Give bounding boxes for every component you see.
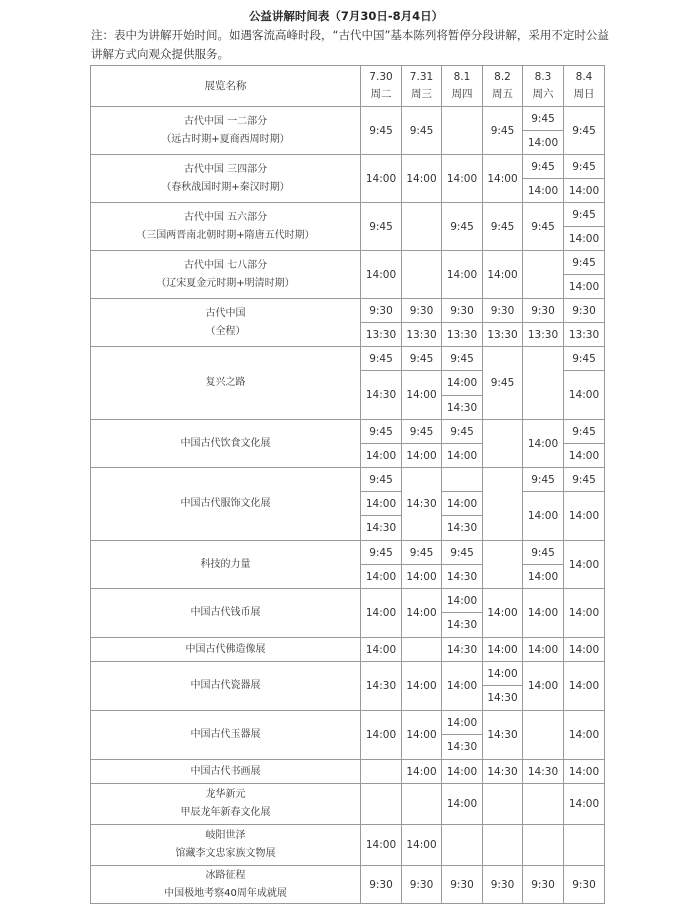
- table-row: [91, 825, 605, 866]
- empty-cell: [402, 638, 442, 662]
- time-cell: 14:00: [361, 565, 402, 589]
- time-cell: 14:00: [564, 711, 605, 760]
- empty-cell: [442, 825, 483, 866]
- time-cell: 14:00: [564, 179, 605, 203]
- exhibition-name: [91, 347, 361, 420]
- time-cell: 9:45: [523, 541, 564, 565]
- empty-cell: [523, 347, 564, 420]
- time-cell: 14:00: [564, 492, 605, 541]
- time-cell: 14:00: [523, 565, 564, 589]
- time-cell: 14:30: [402, 468, 442, 541]
- time-cell: 9:45: [564, 203, 605, 227]
- time-cell: 9:45: [442, 420, 483, 444]
- time-cell: 14:00: [442, 760, 483, 784]
- exhibition-name-line: 冰路征程: [205, 869, 246, 881]
- time-cell: 14:00: [564, 227, 605, 251]
- table-row: [91, 589, 605, 613]
- time-cell: 14:00: [442, 155, 483, 203]
- header-date: 8.3: [534, 71, 552, 83]
- exhibition-name: [91, 155, 361, 203]
- time-cell: 9:30: [442, 866, 483, 904]
- time-cell: 13:30: [523, 323, 564, 347]
- time-cell: 14:00: [402, 589, 442, 638]
- time-cell: 9:45: [564, 251, 605, 275]
- time-cell: 14:00: [483, 155, 523, 203]
- time-cell: 9:30: [483, 866, 523, 904]
- exhibition-name-line: （春秋战国时期+秦汉时期）: [161, 181, 290, 193]
- time-cell: 9:45: [523, 468, 564, 492]
- exhibition-name: [91, 468, 361, 541]
- time-cell: 14:00: [564, 275, 605, 299]
- time-cell: 9:45: [361, 420, 402, 444]
- time-cell: 9:45: [442, 347, 483, 371]
- time-cell: 14:00: [361, 492, 402, 516]
- time-cell: 14:00: [523, 179, 564, 203]
- empty-cell: [402, 203, 442, 251]
- empty-cell: [483, 420, 523, 468]
- time-cell: 9:45: [402, 107, 442, 155]
- exhibition-name-line: （辽宋夏金元时期+明清时期）: [156, 277, 295, 289]
- time-cell: 14:00: [442, 589, 483, 613]
- time-cell: 14:30: [483, 686, 523, 711]
- empty-cell: [402, 251, 442, 299]
- time-cell: 14:00: [564, 638, 605, 662]
- time-cell: 14:00: [442, 371, 483, 396]
- time-cell: 9:45: [483, 107, 523, 155]
- empty-cell: [523, 711, 564, 760]
- time-cell: 9:45: [523, 155, 564, 179]
- exhibition-name-line: 中国极地考察40周年成就展: [164, 887, 287, 899]
- time-cell: 14:00: [361, 251, 402, 299]
- exhibition-name-line: 古代中国 三四部分: [183, 163, 268, 175]
- table-row: [91, 107, 605, 131]
- time-cell: 13:30: [442, 323, 483, 347]
- time-cell: 14:00: [361, 638, 402, 662]
- time-cell: 14:00: [564, 371, 605, 420]
- time-cell: 9:30: [564, 866, 605, 904]
- table-row: [91, 662, 605, 686]
- time-cell: 9:45: [564, 420, 605, 444]
- table-row: [91, 468, 605, 492]
- empty-cell: [523, 825, 564, 866]
- table-row: [91, 784, 605, 825]
- time-cell: 9:30: [402, 866, 442, 904]
- table-row: [91, 760, 605, 784]
- time-cell: 9:45: [402, 347, 442, 371]
- time-cell: 14:00: [361, 825, 402, 866]
- exhibition-name: [91, 541, 361, 589]
- exhibition-name: [91, 251, 361, 299]
- time-cell: 14:30: [442, 613, 483, 638]
- time-cell: 14:30: [442, 735, 483, 760]
- exhibition-name-line: 中国古代饮食文化展: [180, 437, 271, 449]
- header-date: 8.2: [494, 71, 511, 83]
- time-cell: 14:00: [523, 589, 564, 638]
- page-title: 公益讲解时间表（7月30日-8月4日）: [248, 9, 444, 23]
- time-cell: 14:00: [361, 711, 402, 760]
- schedule-table: [90, 65, 605, 904]
- header-date: 8.1: [453, 71, 471, 83]
- exhibition-name-line: （远古时期+夏商西周时期）: [161, 133, 290, 145]
- table-row: [91, 155, 605, 179]
- time-cell: 9:45: [523, 107, 564, 131]
- time-cell: 9:45: [564, 468, 605, 492]
- time-cell: 9:45: [564, 347, 605, 371]
- empty-cell: [564, 825, 605, 866]
- time-cell: 14:00: [483, 251, 523, 299]
- exhibition-name: [91, 662, 361, 711]
- time-cell: 14:30: [442, 638, 483, 662]
- header-weekday: 周五: [492, 88, 513, 100]
- time-cell: 9:30: [361, 866, 402, 904]
- exhibition-name-line: 龙华新元: [205, 789, 246, 800]
- time-cell: 14:00: [442, 662, 483, 711]
- time-cell: 9:45: [442, 541, 483, 565]
- table-row: [91, 299, 605, 323]
- time-cell: 14:00: [523, 492, 564, 541]
- exhibition-name-line: 岐阳世泽: [205, 830, 246, 841]
- time-cell: 14:00: [402, 565, 442, 589]
- exhibition-name: [91, 107, 361, 155]
- exhibition-name: [91, 299, 361, 347]
- time-cell: 14:30: [361, 516, 402, 541]
- table-row: [91, 711, 605, 735]
- time-cell: 9:45: [361, 541, 402, 565]
- time-cell: 14:00: [564, 784, 605, 825]
- exhibition-name-line: 中国古代书画展: [190, 765, 261, 777]
- time-cell: 14:00: [564, 662, 605, 711]
- exhibition-name: [91, 825, 361, 866]
- time-cell: 14:00: [483, 638, 523, 662]
- time-cell: 14:00: [402, 371, 442, 420]
- exhibition-name: [91, 784, 361, 825]
- header-day-6: [564, 66, 605, 107]
- header-weekday: 周二: [370, 88, 392, 100]
- empty-cell: [523, 251, 564, 299]
- time-cell: 9:45: [483, 347, 523, 420]
- time-cell: 14:00: [361, 444, 402, 468]
- time-cell: 9:30: [523, 299, 564, 323]
- time-cell: 14:00: [402, 155, 442, 203]
- time-cell: 14:00: [523, 638, 564, 662]
- time-cell: 14:00: [442, 711, 483, 735]
- empty-cell: [483, 468, 523, 541]
- time-cell: 9:45: [442, 203, 483, 251]
- header-exhibition-name: 展览名称: [91, 66, 361, 107]
- time-cell: 14:00: [442, 251, 483, 299]
- time-cell: 9:45: [361, 468, 402, 492]
- header-weekday: 周三: [411, 88, 432, 100]
- empty-cell: [483, 825, 523, 866]
- time-cell: 14:00: [442, 444, 483, 468]
- time-cell: 14:30: [483, 760, 523, 784]
- time-cell: 9:45: [402, 420, 442, 444]
- exhibition-name: [91, 203, 361, 251]
- header-day-5: [523, 66, 564, 107]
- time-cell: 14:00: [523, 131, 564, 155]
- time-cell: 14:30: [442, 516, 483, 541]
- time-cell: 14:30: [442, 396, 483, 420]
- header-weekday: 周六: [532, 88, 554, 100]
- table-row: [91, 347, 605, 371]
- header-weekday: 周四: [451, 88, 473, 100]
- time-cell: 14:00: [523, 662, 564, 711]
- time-cell: 14:30: [523, 760, 564, 784]
- header-day-4: [483, 66, 523, 107]
- time-cell: 9:30: [442, 299, 483, 323]
- exhibition-name-line: （全程）: [205, 325, 246, 337]
- empty-cell: [361, 760, 402, 784]
- time-cell: 9:45: [523, 203, 564, 251]
- exhibition-name-line: 复兴之路: [205, 377, 246, 388]
- exhibition-name-line: 中国古代钱币展: [190, 607, 261, 618]
- exhibition-name-line: 中国古代服饰文化展: [180, 498, 271, 509]
- exhibition-name-line: 科技的力量: [200, 558, 251, 570]
- time-cell: 14:00: [564, 589, 605, 638]
- time-cell: 14:00: [483, 589, 523, 638]
- time-cell: 9:30: [483, 299, 523, 323]
- time-cell: 9:30: [402, 299, 442, 323]
- time-cell: 14:00: [402, 662, 442, 711]
- time-cell: 9:30: [564, 299, 605, 323]
- exhibition-name-line: 古代中国: [205, 307, 246, 319]
- time-cell: 14:00: [564, 444, 605, 468]
- time-cell: 14:00: [442, 492, 483, 516]
- exhibition-name-line: （三国两晋南北朝时期+隋唐五代时期）: [136, 229, 315, 241]
- time-cell: 13:30: [402, 323, 442, 347]
- exhibition-name-line: 馆藏李文忠家族文物展: [175, 848, 276, 859]
- time-cell: 14:00: [402, 760, 442, 784]
- time-cell: 13:30: [564, 323, 605, 347]
- schedule-note: 注：表中为讲解开始时间。如遇客流高峰时段，“古代中国”基本陈列将暂停分段讲解，采用不定时公益讲解方式向观众提供服务。: [91, 28, 609, 61]
- time-cell: 14:30: [361, 371, 402, 420]
- exhibition-name-line: 古代中国 五六部分: [183, 211, 268, 223]
- time-cell: 14:00: [564, 541, 605, 589]
- time-cell: 14:00: [483, 662, 523, 686]
- header-day-2: [402, 66, 442, 107]
- time-cell: 14:30: [483, 711, 523, 760]
- exhibition-name: [91, 638, 361, 662]
- time-cell: 9:45: [361, 107, 402, 155]
- time-cell: 9:45: [483, 203, 523, 251]
- time-cell: 9:45: [564, 107, 605, 155]
- time-cell: 14:00: [564, 760, 605, 784]
- header-day-3: [442, 66, 483, 107]
- header-date: 7.31: [409, 71, 434, 83]
- header-day-1: [361, 66, 402, 107]
- empty-cell: [402, 784, 442, 825]
- exhibition-name-line: 古代中国 一二部分: [183, 115, 268, 127]
- time-cell: 9:45: [361, 347, 402, 371]
- time-cell: 9:45: [361, 203, 402, 251]
- table-row: [91, 866, 605, 904]
- time-cell: 9:30: [361, 299, 402, 323]
- table-row: [91, 251, 605, 275]
- time-cell: 9:45: [402, 541, 442, 565]
- time-cell: 13:30: [483, 323, 523, 347]
- table-row: [91, 420, 605, 444]
- exhibition-name: [91, 711, 361, 760]
- empty-cell: [442, 107, 483, 155]
- time-cell: 14:00: [361, 589, 402, 638]
- time-cell: 14:30: [361, 662, 402, 711]
- table-row: [91, 541, 605, 565]
- empty-cell: [361, 784, 402, 825]
- time-cell: 13:30: [361, 323, 402, 347]
- time-cell: 14:30: [442, 565, 483, 589]
- time-cell: 14:00: [442, 784, 483, 825]
- table-row: [91, 638, 605, 662]
- time-cell: 14:00: [402, 711, 442, 760]
- time-cell: 14:00: [523, 420, 564, 468]
- exhibition-name-line: 古代中国 七八部分: [183, 259, 268, 271]
- exhibition-name-line: 甲辰龙年新春文化展: [180, 807, 271, 818]
- header-weekday: 周日: [573, 88, 595, 100]
- header-row: [91, 66, 605, 107]
- empty-cell: [483, 784, 523, 825]
- time-cell: 9:30: [523, 866, 564, 904]
- exhibition-name: [91, 420, 361, 468]
- exhibition-name: [91, 760, 361, 784]
- exhibition-name-line: 中国古代瓷器展: [190, 680, 261, 691]
- empty-cell: [523, 784, 564, 825]
- empty-cell: [483, 541, 523, 589]
- exhibition-name: [91, 866, 361, 904]
- time-cell: 14:00: [361, 155, 402, 203]
- table-row: [91, 203, 605, 227]
- time-cell: 14:00: [402, 444, 442, 468]
- empty-cell: [442, 468, 483, 492]
- exhibition-name: [91, 589, 361, 638]
- time-cell: 9:45: [564, 155, 605, 179]
- header-date: 7.30: [369, 71, 393, 83]
- time-cell: 14:00: [402, 825, 442, 866]
- exhibition-name-line: 中国古代佛造像展: [185, 643, 266, 655]
- header-date: 8.4: [575, 71, 593, 83]
- exhibition-name-line: 中国古代玉器展: [190, 729, 261, 740]
